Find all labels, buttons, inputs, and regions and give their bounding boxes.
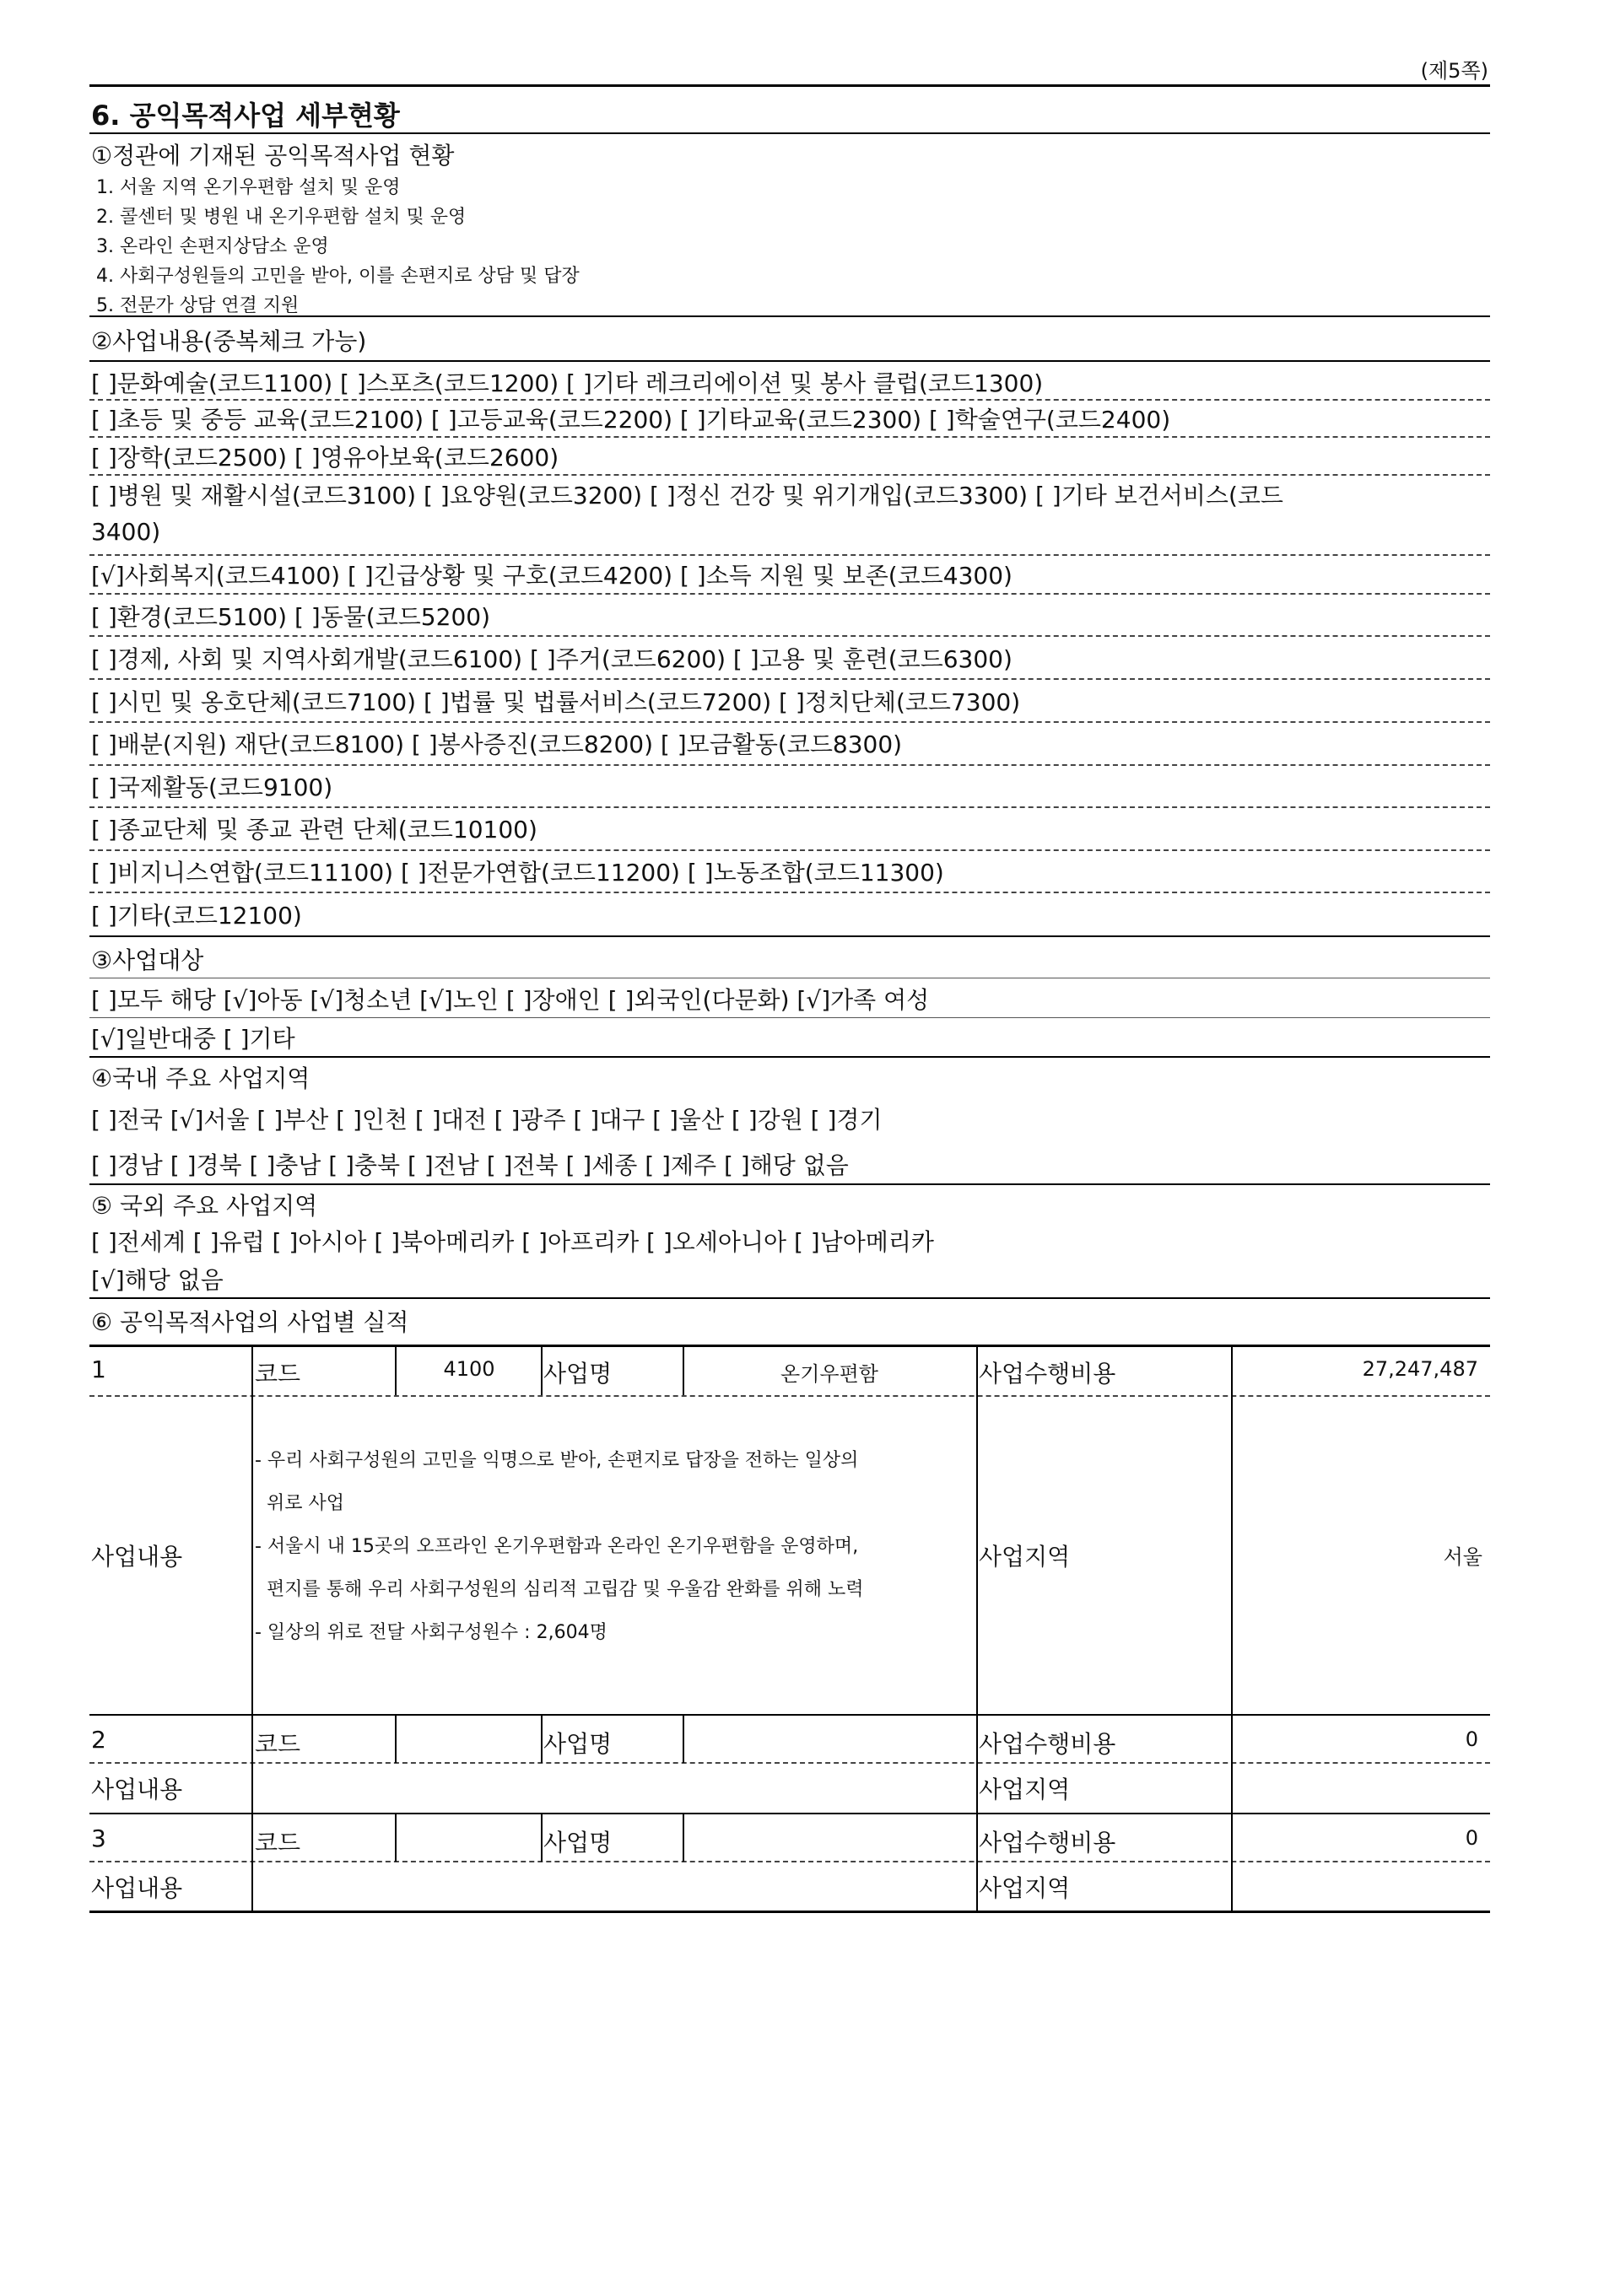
region-label: 사업지역 <box>979 1776 1071 1803</box>
section-1-title: ①정관에 기재된 공익목적사업 현황 <box>91 142 455 170</box>
table-vline <box>683 1814 684 1862</box>
page-number: (제5쪽) <box>1420 59 1488 83</box>
table-vline <box>976 1814 978 1911</box>
dashed-divider <box>89 399 1490 401</box>
s4-row: [ ]전국 [√]서울 [ ]부산 [ ]인천 [ ]대전 [ ]광주 [ ]대구 [ ]울산 [ ]강원 [ ]경기 <box>91 1106 883 1134</box>
dashed-divider <box>89 436 1490 438</box>
table-vline <box>251 1346 253 1715</box>
project-number: 2 <box>91 1726 106 1754</box>
dashed-divider <box>89 849 1490 851</box>
divider <box>89 360 1490 362</box>
s5-row: [ ]전세계 [ ]유럽 [ ]아시아 [ ]북아메리카 [ ]아프리카 [ ]오세아니아 [ ]남아메리카 <box>91 1228 934 1256</box>
divider <box>89 315 1490 317</box>
name-label: 사업명 <box>543 1730 613 1758</box>
table-vline <box>541 1715 543 1763</box>
section-2-title: ②사업내용(중복체크 가능) <box>91 327 367 355</box>
project-content <box>255 1439 863 1654</box>
dashed-divider <box>89 806 1490 808</box>
table-vline <box>541 1346 543 1395</box>
code-label: 코드 <box>255 1360 301 1388</box>
content-line: - 우리 사회구성원의 고민을 익명으로 받아, 손편지로 답장을 전하는 일상의 <box>255 1450 859 1471</box>
s1-item: 4. 사회구성원들의 고민을 받아, 이를 손편지로 상담 및 답장 <box>96 266 580 287</box>
section-4-title: ④국내 주요 사업지역 <box>91 1064 310 1092</box>
divider <box>89 132 1490 134</box>
content-line: - 서울시 내 15곳의 오프라인 온기우편함과 온라인 온기우편함을 운영하며, <box>255 1536 859 1557</box>
divider <box>89 1183 1490 1185</box>
region-label: 사업지역 <box>979 1543 1071 1571</box>
project-name: 온기우편함 <box>780 1362 878 1386</box>
section-6-title: ⑥ 공익목적사업의 사업별 실적 <box>91 1308 409 1336</box>
cost-label: 사업수행비용 <box>979 1829 1116 1857</box>
content-label: 사업내용 <box>91 1543 183 1571</box>
page-title: 6. 공익목적사업 세부현황 <box>91 100 400 132</box>
code-label: 코드 <box>255 1829 301 1857</box>
divider <box>89 1056 1490 1058</box>
project-code: 4100 <box>443 1357 495 1381</box>
name-label: 사업명 <box>543 1829 613 1857</box>
dashed-divider <box>89 1861 1490 1862</box>
s5-row: [√]해당 없음 <box>91 1266 224 1294</box>
s2-row: [ ]배분(지원) 재단(코드8100) [ ]봉사증진(코드8200) [ ]모금활동(코드8300) <box>91 730 903 758</box>
section-5-title: ⑤ 국외 주요 사업지역 <box>91 1192 318 1220</box>
region-label: 사업지역 <box>979 1874 1071 1902</box>
s1-item: 3. 온라인 손편지상담소 운영 <box>96 236 329 257</box>
cost-label: 사업수행비용 <box>979 1730 1116 1758</box>
s2-row: [ ]국제활동(코드9100) <box>91 773 333 801</box>
table-vline <box>976 1346 978 1715</box>
s2-row: [ ]종교단체 및 종교 관련 단체(코드10100) <box>91 816 537 843</box>
s2-row: [ ]병원 및 재활시설(코드3100) [ ]요양원(코드3200) [ ]정신 건강 및 위기개입(코드3300) [ ]기타 보건서비스(코드 <box>91 482 1283 509</box>
dashed-divider <box>89 1762 1490 1764</box>
dashed-divider <box>89 593 1490 595</box>
section-3-title: ③사업대상 <box>91 946 204 974</box>
s2-row: [ ]기타(코드12100) <box>91 902 302 930</box>
s3-row: [ ]모두 해당 [√]아동 [√]청소년 [√]노인 [ ]장애인 [ ]외국인(다문화) [√]가족 여성 <box>91 986 930 1014</box>
project-number: 1 <box>91 1356 106 1383</box>
dashed-divider <box>89 554 1490 556</box>
s2-row: [ ]시민 및 옹호단체(코드7100) [ ]법률 및 법률서비스(코드7200) [ ]정치단체(코드7300) <box>91 688 1021 716</box>
project-cost: 0 <box>1465 1727 1478 1751</box>
s2-row: [ ]비지니스연합(코드11100) [ ]전문가연합(코드11200) [ ]노동조합(코드11300) <box>91 859 944 887</box>
s4-row: [ ]경남 [ ]경북 [ ]충남 [ ]충북 [ ]전남 [ ]전북 [ ]세종 [ ]제주 [ ]해당 없음 <box>91 1151 849 1179</box>
dashed-divider <box>89 721 1490 723</box>
content-line: - 일상의 위로 전달 사회구성원수 : 2,604명 <box>255 1622 608 1643</box>
divider <box>89 935 1490 937</box>
divider <box>89 84 1490 87</box>
project-cost: 27,247,487 <box>1362 1357 1478 1381</box>
s2-row: [√]사회복지(코드4100) [ ]긴급상황 및 구호(코드4200) [ ]소득 지원 및 보존(코드4300) <box>91 562 1012 590</box>
table-vline <box>683 1346 684 1395</box>
divider <box>89 1017 1490 1018</box>
table-vline <box>395 1814 397 1862</box>
content-line: 위로 사업 <box>255 1493 344 1514</box>
divider <box>89 1297 1490 1299</box>
s2-row: [ ]환경(코드5100) [ ]동물(코드5200) <box>91 603 490 631</box>
s2-row: 3400) <box>91 518 161 546</box>
dashed-divider <box>89 764 1490 766</box>
divider <box>89 1911 1490 1913</box>
table-vline <box>251 1814 253 1911</box>
table-vline <box>1231 1715 1233 1814</box>
project-region: 서울 <box>1443 1545 1482 1569</box>
s1-item: 2. 콜센터 및 병원 내 온기우편함 설치 및 운영 <box>96 207 467 228</box>
table-vline <box>683 1715 684 1763</box>
content-label: 사업내용 <box>91 1776 183 1803</box>
content-label: 사업내용 <box>91 1874 183 1902</box>
divider <box>89 1345 1490 1347</box>
s1-item: 1. 서울 지역 온기우편함 설치 및 운영 <box>96 177 401 198</box>
dashed-divider <box>89 678 1490 680</box>
dashed-divider <box>89 1395 1490 1397</box>
divider <box>89 1813 1490 1814</box>
divider <box>89 1714 1490 1716</box>
s2-row: [ ]장학(코드2500) [ ]영유아보육(코드2600) <box>91 444 559 472</box>
table-vline <box>1231 1814 1233 1911</box>
project-number: 3 <box>91 1824 106 1852</box>
s2-row: [ ]문화예술(코드1100) [ ]스포츠(코드1200) [ ]기타 레크리에이션 및 봉사 클럽(코드1300) <box>91 369 1044 397</box>
table-vline <box>395 1346 397 1395</box>
s2-row: [ ]경제, 사회 및 지역사회개발(코드6100) [ ]주거(코드6200) [ ]고용 및 훈련(코드6300) <box>91 645 1012 673</box>
code-label: 코드 <box>255 1730 301 1758</box>
name-label: 사업명 <box>543 1360 613 1388</box>
table-vline <box>1231 1346 1233 1715</box>
table-vline <box>395 1715 397 1763</box>
s3-row: [√]일반대중 [ ]기타 <box>91 1025 295 1053</box>
dashed-divider <box>89 892 1490 893</box>
project-cost: 0 <box>1465 1826 1478 1850</box>
dashed-divider <box>89 474 1490 476</box>
table-vline <box>251 1715 253 1814</box>
dashed-divider <box>89 635 1490 637</box>
table-vline <box>541 1814 543 1862</box>
table-vline <box>976 1715 978 1814</box>
cost-label: 사업수행비용 <box>979 1360 1116 1388</box>
s2-row: [ ]초등 및 중등 교육(코드2100) [ ]고등교육(코드2200) [ ]기타교육(코드2300) [ ]학술연구(코드2400) <box>91 406 1171 434</box>
content-line: 편지를 통해 우리 사회구성원의 심리적 고립감 및 우울감 완화를 위해 노력 <box>255 1579 864 1600</box>
s1-item: 5. 전문가 상담 연결 지원 <box>96 295 300 316</box>
